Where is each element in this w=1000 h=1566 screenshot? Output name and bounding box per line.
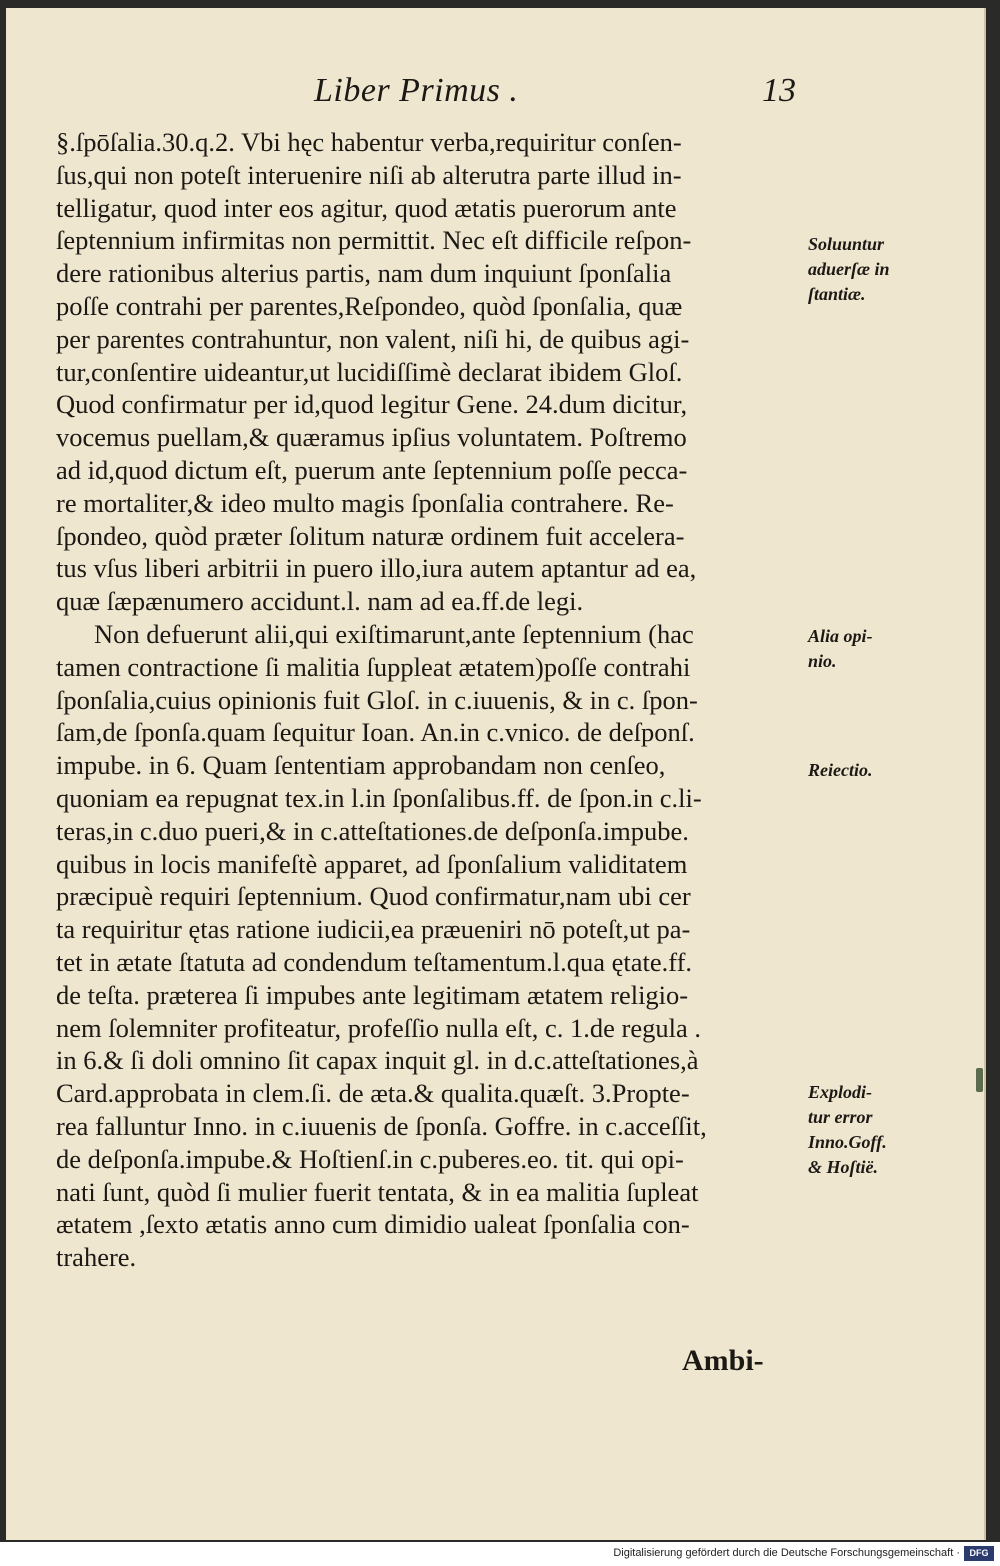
text-line: dere rationibus alterius partis, nam dum inquiunt ſponſalia (56, 258, 672, 289)
margin-note-line: Explodi- (808, 1082, 873, 1102)
text-line: ta requiritur ętas ratione iudicii,ea præueniri nō poteſt,ut pa- (56, 914, 691, 945)
footer-credit: Digitalisierung gefördert durch die Deutsche Forschungsgemeinschaft · (613, 1547, 960, 1559)
text-line: vocemus puellam,& quæramus ipſius voluntatem. Poſtremo (56, 422, 687, 453)
text-line: tet in ætate ſtatuta ad condendum teſtamentum.l.qua ętate.ff. (56, 946, 693, 977)
margin-note-line: Soluuntur (808, 234, 885, 254)
margin-note-alia-opinio (808, 624, 920, 674)
text-line: rea falluntur Inno. in c.iuuenis de ſponſa. Goffre. in c.acceſſit, (56, 1110, 707, 1141)
text-line: ſpondeo, quòd præter ſolitum naturæ ordinem fuit accelera- (56, 520, 685, 551)
text-line: in 6.& ſi doli omnino ſit capax inquit gl. in d.c.atteſtationes,à (56, 1045, 699, 1076)
margin-note-line: aduerſæ in (808, 259, 890, 279)
footer-bar (0, 1542, 1000, 1566)
text-line: tus vſus liberi arbitrii in puero illo,iura autem aptantur ad ea, (56, 553, 697, 584)
margin-note-line: Alia opi- (808, 626, 873, 646)
text-line: præcipuè requiri ſeptennium. Quod confirmatur,nam ubi cer (56, 881, 691, 912)
margin-note-line: & Hoſtië. (808, 1157, 878, 1177)
text-line: quæ ſæpænumero accidunt.l. nam ad ea.ff.de legi. (56, 586, 584, 617)
text-line: per parentes contrahuntur, non valent, niſi hi, de quibus agi- (56, 323, 690, 354)
text-line: quoniam ea repugnat tex.in l.in ſponſalibus.ff. de ſpon.in c.li- (56, 782, 702, 813)
text-line: teras,in c.duo pueri,& in c.atteſtationes.de deſponſa.impube. (56, 815, 689, 846)
text-line: ſeptennium infirmitas non permittit. Nec eſt difficile reſpon- (56, 225, 692, 256)
text-line: ad id,quod dictum eſt, puerum ante ſeptennium poſſe pecca- (56, 454, 688, 485)
text-line: de deſponſa.impube.& Hoſtienſ.in c.puberes.eo. tit. qui opi- (56, 1143, 684, 1174)
margin-note-line: ſtantiæ. (808, 284, 866, 304)
text-line: tamen contractione ſi malitia ſuppleat ætatem)poſſe contrahi (56, 651, 691, 682)
catchword: Ambi- (682, 1344, 764, 1377)
text-line: quibus in locis manifeſtè apparet, ad ſponſalium validitatem (56, 848, 688, 879)
page-content (6, 8, 984, 1540)
text-line: §.ſpōſalia.30.q.2. Vbi hęc habentur verba,requiritur conſen- (56, 127, 682, 157)
text-line: ætatem ,ſexto ætatis anno cum dimidio ualeat ſponſalia con- (56, 1209, 690, 1240)
text-line: nem ſolemniter profiteatur, profeſſio nulla eſt, c. 1.de regula . (56, 1012, 702, 1043)
dfg-logo: DFG (964, 1546, 994, 1561)
margin-note-exploditur (808, 1080, 920, 1180)
text-line: ſus,qui non poteſt interuenire niſi ab alterutra parte illud in- (56, 159, 682, 190)
paragraph-start-line: Non defuerunt alii,qui exiſtimarunt,ante ſeptennium (hac (94, 618, 694, 649)
text-line: poſſe contrahi per parentes,Reſpondeo, quòd ſponſalia, quæ (56, 290, 683, 321)
book-page (6, 8, 986, 1540)
main-text-block (56, 126, 800, 1274)
margin-note-line: Reiectio. (808, 760, 873, 780)
text-line: re mortaliter,& ideo multo magis ſponſalia contrahere. Re- (56, 487, 674, 518)
page-number: 13 (762, 72, 796, 109)
text-line: telligatur, quod inter eos agitur, quod ætatis puerorum ante (56, 192, 677, 223)
text-line: ſam,de ſponſa.quam ſequitur Ioan. An.in c.vnico. de deſponſ. (56, 717, 695, 748)
text-line: nati ſunt, quòd ſi mulier fuerit tentata, & in ea malitia ſupleat (56, 1176, 699, 1207)
margin-note-soluuntur (808, 232, 920, 307)
text-line: de teſta. præterea ſi impubes ante legitimam ætatem religio- (56, 979, 689, 1010)
text-line: Card.approbata in clem.ſi. de æta.& qualita.quæſt. 3.Propte- (56, 1078, 690, 1109)
text-line: trahere. (56, 1242, 137, 1273)
text-line: impube. in 6. Quam ſententiam approbandam non cenſeo, (56, 750, 666, 781)
text-line: Quod confirmatur per id,quod legitur Gene. 24.dum dicitur, (56, 389, 688, 420)
margin-note-line: nio. (808, 651, 837, 671)
page-edge-mark (976, 1068, 983, 1092)
margin-note-line: tur error (808, 1107, 873, 1127)
margin-note-reiectio (808, 758, 920, 783)
margin-note-line: Inno.Goff. (808, 1132, 887, 1152)
text-line: tur,conſentire uideantur,ut lucidiſſimè declarat ibidem Gloſ. (56, 356, 683, 387)
running-head-title: Liber Primus . (314, 72, 519, 109)
text-line: ſponſalia,cuius opinionis fuit Gloſ. in c.iuuenis, & in c. ſpon- (56, 684, 698, 715)
